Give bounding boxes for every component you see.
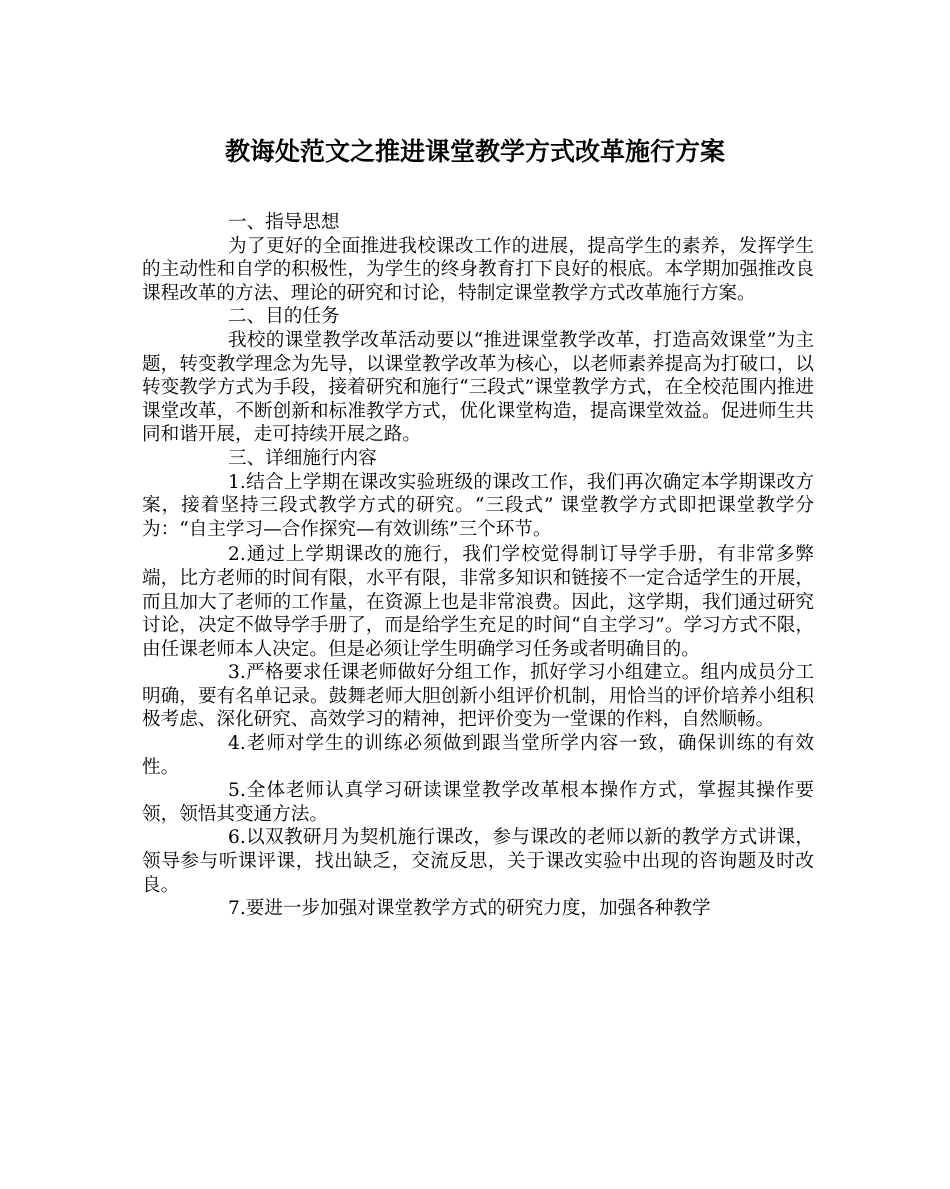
paragraph-goals: 我校的课堂教学改革活动要以“推进课堂教学改革，打造高效课堂”为主题，转变教学理念为先导，以课堂教学改革为核心，以老师素养提高为打破口，以转变教学方式为手段，接着研究和施行“三段式”课堂教学方式，在全校范围内推进课堂改革，不断创新和标准教学方式，优化课堂构造，提高课堂效益。促进师生共同和谐开展，走可持续开展之路。 [142, 329, 814, 446]
paragraph-item-6: 6.以双教研月为契机施行课改，参与课改的老师以新的教学方式讲课，领导参与听课评课，找出缺乏，交流反思，关于课改实验中出现的咨询题及时改良。 [142, 827, 814, 896]
document-body [142, 211, 814, 921]
paragraph-item-7: 7.要进一步加强对课堂教学方式的研究力度，加强各种教学 [228, 898, 711, 920]
paragraph-item-4: 4.老师对学生的训练必须做到跟当堂所学内容一致，确保训练的有效性。 [142, 733, 814, 778]
section-heading-implementation: 三、详细施行内容 [228, 447, 377, 469]
paragraph-item-2: 2.通过上学期课改的施行，我们学校觉得制订导学手册，有非常多弊端，比方老师的时间有限，水平有限，非常多知识和链接不一定合适学生的开展，而且加大了老师的工作量，在资源上也是非常浪费。因此，这学期，我们通过研究讨论，决定不做导学手册了，而是给学生充足的时间“自主学习”。学习方式不限，由任课老师本人决定。但是必须让学生明确学习任务或者明确目的。 [142, 544, 814, 660]
section-heading-guiding-ideology: 一、指导思想 [228, 212, 340, 233]
document-title: 教诲处范文之推进课堂教学方式改革施行方案 [224, 137, 725, 166]
paragraph-guiding-ideology: 为了更好的全面推进我校课改工作的进展，提高学生的素养，发挥学生的主动性和自学的积极性，为学生的终身教育打下良好的根底。本学期加强推改良课程改革的方法、理论的研究和讨论，特制定课堂教学方式改革施行方案。 [142, 235, 814, 304]
section-heading-goals: 二、目的任务 [228, 306, 340, 328]
paragraph-item-3: 3.严格要求任课老师做好分组工作，抓好学习小组建立。组内成员分工明确，要有名单记录。鼓舞老师大胆创新小组评价机制，用恰当的评价培养小组积极考虑、深化研究、高效学习的精神，把评价变为一堂课的作料，自然顺畅。 [142, 662, 814, 731]
paragraph-item-1: 1.结合上学期在课改实验班级的课改工作，我们再次确定本学期课改方案，接着坚持三段式教学方式的研究。“三段式” 课堂教学方式即把课堂教学分为：“自主学习—合作探究—有效训练”三个环节。 [142, 471, 814, 540]
paragraph-item-5: 5.全体老师认真学习研读课堂教学改革根本操作方式，掌握其操作要领，领悟其变通方法。 [142, 780, 814, 825]
